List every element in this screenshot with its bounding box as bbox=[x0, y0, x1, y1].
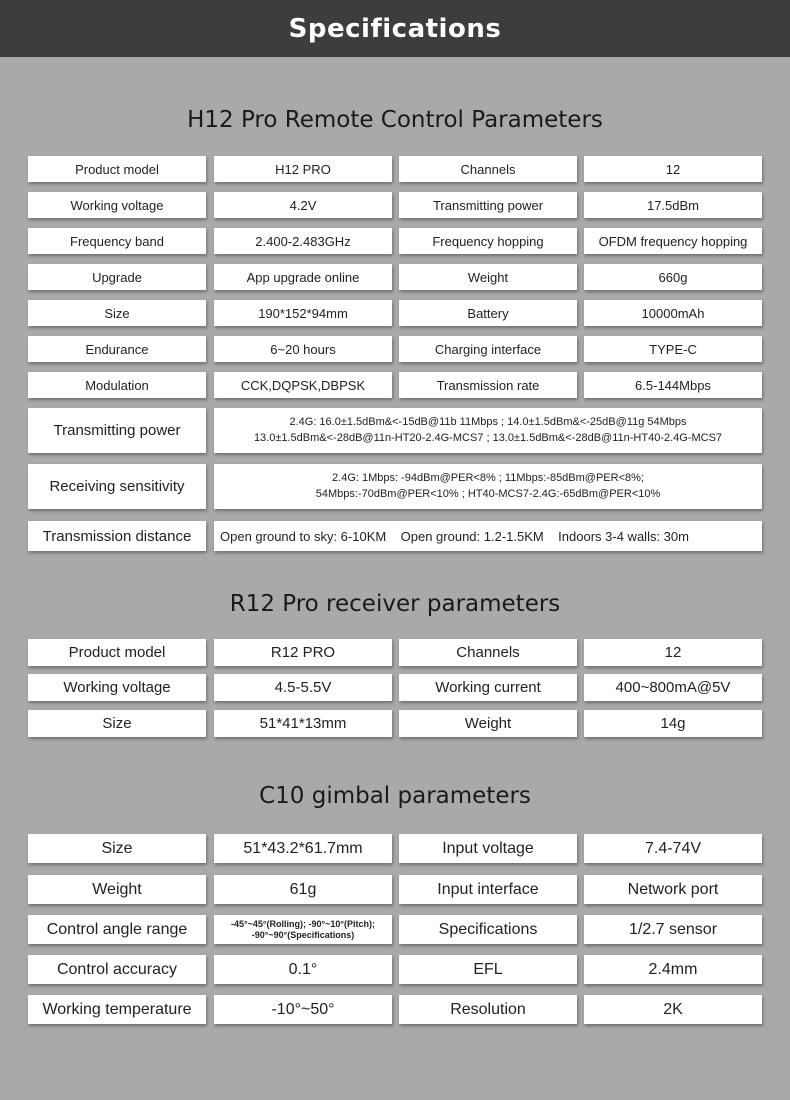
spec-label: Transmitting power bbox=[28, 408, 206, 453]
spec-label: Receiving sensitivity bbox=[28, 464, 206, 509]
spec-value: OFDM frequency hopping bbox=[584, 228, 762, 254]
spec-value: 660g bbox=[584, 264, 762, 290]
spec-row-receiving-sensitivity bbox=[0, 464, 790, 509]
spec-value: H12 PRO bbox=[214, 156, 392, 182]
spec-label: Modulation bbox=[28, 372, 206, 398]
gimbal-section-title: C10 gimbal parameters bbox=[259, 783, 531, 809]
spec-label: Working temperature bbox=[28, 995, 206, 1024]
spec-label: Size bbox=[28, 834, 206, 863]
spec-label: Frequency hopping bbox=[399, 228, 577, 254]
spec-row bbox=[0, 300, 790, 326]
spec-value: TYPE-C bbox=[584, 336, 762, 362]
spec-value: 190*152*94mm bbox=[214, 300, 392, 326]
spec-label: Working voltage bbox=[28, 674, 206, 701]
spec-value: 6~20 hours bbox=[214, 336, 392, 362]
spec-value: -10°~50° bbox=[214, 995, 392, 1024]
spec-value: 17.5dBm bbox=[584, 192, 762, 218]
header-banner bbox=[0, 0, 790, 57]
spec-value: 400~800mA@5V bbox=[584, 674, 762, 701]
angle-range-line-1: -45°~45°(Rolling); -90°~10°(Pitch); bbox=[231, 918, 375, 929]
spec-label: Input interface bbox=[399, 875, 577, 904]
spec-value: 7.4-74V bbox=[584, 834, 762, 863]
rx-sens-line-2: 54Mbps:-70dBm@PER<10% ; HT40-MCS7-2.4G:-65dBm@PER<10% bbox=[315, 487, 661, 500]
spec-label: Transmission distance bbox=[28, 521, 206, 551]
spec-label: Weight bbox=[28, 875, 206, 904]
spec-value: 6.5-144Mbps bbox=[584, 372, 762, 398]
spec-label: Resolution bbox=[399, 995, 577, 1024]
spec-label: Size bbox=[28, 710, 206, 737]
spec-row bbox=[0, 995, 790, 1024]
spec-value-multiline bbox=[214, 464, 762, 509]
spec-label: Upgrade bbox=[28, 264, 206, 290]
spec-value: 0.1° bbox=[214, 955, 392, 984]
spec-value: 10000mAh bbox=[584, 300, 762, 326]
spec-value: 12 bbox=[584, 156, 762, 182]
spec-row-transmitting-power bbox=[0, 408, 790, 453]
spec-row-transmission-distance bbox=[0, 521, 790, 551]
spec-label: Channels bbox=[399, 156, 577, 182]
spec-row bbox=[0, 674, 790, 701]
spec-label: Control accuracy bbox=[28, 955, 206, 984]
spec-row bbox=[0, 192, 790, 218]
spec-row bbox=[0, 639, 790, 666]
spec-value: 2.4mm bbox=[584, 955, 762, 984]
tx-power-line-1: 2.4G: 16.0±1.5dBm&<-15dB@11b 11Mbps ; 14.0±1.5dBm&<-25dB@11g 54Mbps bbox=[289, 415, 687, 428]
spec-value: Network port bbox=[584, 875, 762, 904]
spec-row bbox=[0, 336, 790, 362]
angle-range-line-2: -90°~90°(Specifications) bbox=[251, 929, 355, 940]
spec-row bbox=[0, 834, 790, 863]
spec-row bbox=[0, 955, 790, 984]
spec-label: Size bbox=[28, 300, 206, 326]
spec-label: Working current bbox=[399, 674, 577, 701]
spec-value: 61g bbox=[214, 875, 392, 904]
spec-label: Product model bbox=[28, 156, 206, 182]
spec-value: 12 bbox=[584, 639, 762, 666]
spec-value: 4.5-5.5V bbox=[214, 674, 392, 701]
spec-value: 1/2.7 sensor bbox=[584, 915, 762, 944]
spec-label: Weight bbox=[399, 710, 577, 737]
spec-label: EFL bbox=[399, 955, 577, 984]
spec-label: Endurance bbox=[28, 336, 206, 362]
spec-value: App upgrade online bbox=[214, 264, 392, 290]
spec-label: Channels bbox=[399, 639, 577, 666]
spec-label: Transmitting power bbox=[399, 192, 577, 218]
spec-label: Battery bbox=[399, 300, 577, 326]
spec-row bbox=[0, 156, 790, 182]
spec-label: Charging interface bbox=[399, 336, 577, 362]
spec-value: 14g bbox=[584, 710, 762, 737]
spec-value: 4.2V bbox=[214, 192, 392, 218]
spec-row bbox=[0, 264, 790, 290]
spec-label: Product model bbox=[28, 639, 206, 666]
spec-label: Specifications bbox=[399, 915, 577, 944]
spec-row bbox=[0, 875, 790, 904]
spec-value-multiline bbox=[214, 915, 392, 944]
spec-row bbox=[0, 372, 790, 398]
spec-value: 2K bbox=[584, 995, 762, 1024]
spec-label: Control angle range bbox=[28, 915, 206, 944]
spec-value: 2.400-2.483GHz bbox=[214, 228, 392, 254]
spec-value: 51*41*13mm bbox=[214, 710, 392, 737]
spec-row bbox=[0, 228, 790, 254]
spec-value-multiline bbox=[214, 408, 762, 453]
spec-label: Weight bbox=[399, 264, 577, 290]
spec-row bbox=[0, 710, 790, 737]
remote-section-title: H12 Pro Remote Control Parameters bbox=[187, 107, 603, 133]
spec-label: Transmission rate bbox=[399, 372, 577, 398]
spec-value: 51*43.2*61.7mm bbox=[214, 834, 392, 863]
spec-value: R12 PRO bbox=[214, 639, 392, 666]
spec-row bbox=[0, 915, 790, 944]
spec-label: Working voltage bbox=[28, 192, 206, 218]
spec-value: CCK,DQPSK,DBPSK bbox=[214, 372, 392, 398]
page-title: Specifications bbox=[288, 13, 502, 44]
spec-label: Input voltage bbox=[399, 834, 577, 863]
rx-sens-line-1: 2.4G: 1Mbps: -94dBm@PER<8% ; 11Mbps:-85dBm@PER<8%; bbox=[332, 471, 644, 484]
spec-label: Frequency band bbox=[28, 228, 206, 254]
spec-value: Open ground to sky: 6-10KM Open ground: 1.2-1.5KM Indoors 3-4 walls: 30m bbox=[214, 521, 762, 551]
tx-power-line-2: 13.0±1.5dBm&<-28dB@11n-HT20-2.4G-MCS7 ; 13.0±1.5dBm&<-28dB@11n-HT40-2.4G-MCS7 bbox=[253, 431, 723, 444]
receiver-section-title: R12 Pro receiver parameters bbox=[229, 591, 561, 617]
